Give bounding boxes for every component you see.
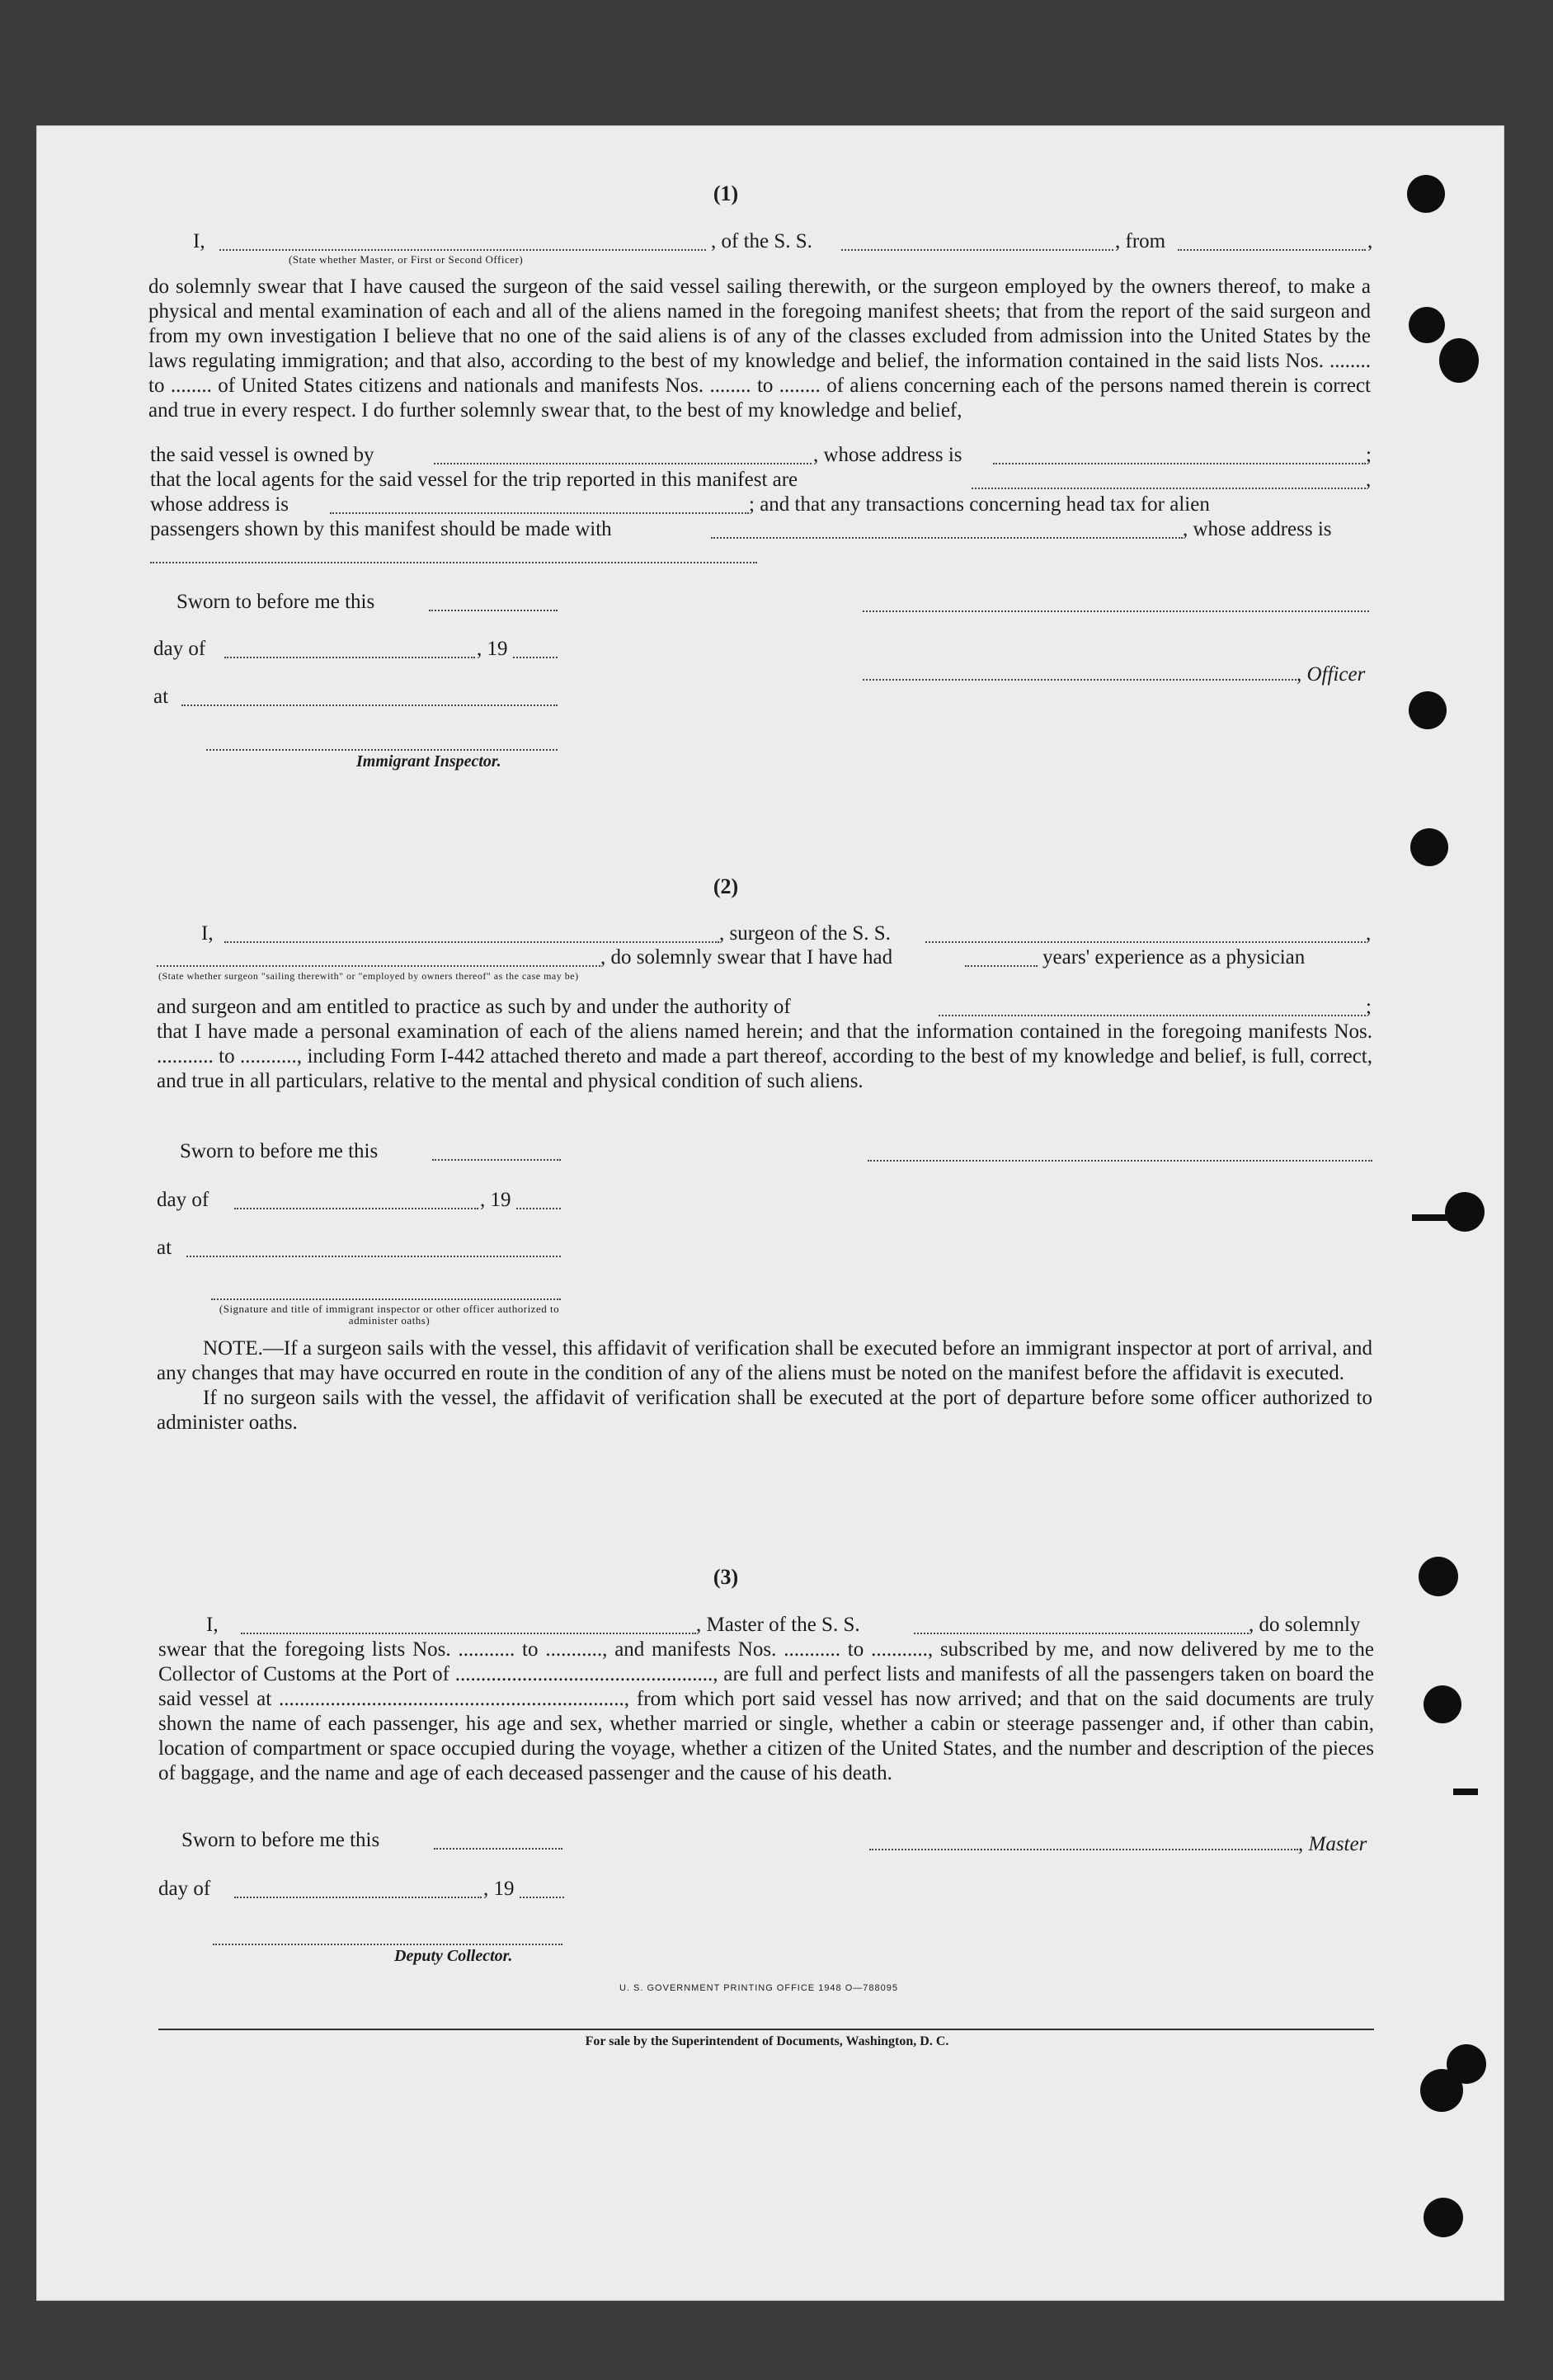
note-paragraph: NOTE.—If a surgeon sails with the vessel, this affidavit of verification shall be executed before an immigrant inspector at port of arrival, and any changes that may have occurred en route in the condition of any of the aliens must be noted on the manifest before the affidavit is executed. [157,1337,1372,1384]
punch-hole [1424,2198,1463,2237]
deputy-label: Deputy Collector. [394,1947,513,1965]
punch-hole [1445,1192,1485,1232]
year-field[interactable] [520,1882,564,1898]
officer-label: , Officer [1297,663,1366,686]
text-i: I, [193,230,205,252]
master-signature-line[interactable] [869,1849,1298,1850]
punch-hole [1447,2044,1486,2084]
surgeon-caption: (State whether surgeon "sailing therewith" or "employed by owners thereof" as the case may be) [158,970,579,982]
years-field[interactable] [965,950,1038,967]
text-semicolon: ; [1366,444,1372,466]
text-do-solemnly: , do solemnly [1249,1614,1361,1636]
head-tax-address-field[interactable] [150,547,757,563]
text-day-of: day of [153,638,206,660]
text-i: I, [206,1614,219,1636]
text-master-of: , Master of the S. S. [696,1614,860,1636]
text-from: , from [1115,230,1166,252]
punch-hole [1439,338,1479,383]
section-number: (1) [713,181,739,205]
text-sworn: Sworn to before me this [176,591,375,613]
year-field[interactable] [516,1193,561,1209]
officer-line[interactable] [863,679,1297,681]
deputy-signature-line[interactable] [213,1944,562,1945]
text-at: at [157,1237,172,1259]
punch-hole [1410,828,1448,866]
master-ship-field[interactable] [914,1618,1249,1634]
ship-name-field[interactable] [841,234,1113,251]
text-years: years' experience as a physician [1042,946,1306,968]
section-number: (3) [713,1565,739,1589]
text-head-tax: ; and that any transactions concerning head tax for alien [749,493,1210,516]
footer-sale-text: For sale by the Superintendent of Documents, Washington, D. C. [585,2034,949,2048]
text-owned-by: the said vessel is owned by [150,444,374,466]
owner-address-field[interactable] [993,448,1366,464]
text-i: I, [201,922,214,945]
year-field[interactable] [513,642,558,658]
surgeon-signature-line[interactable] [868,1160,1372,1162]
section-1 [114,181,1338,206]
at-place-field[interactable] [181,690,558,706]
month-field[interactable] [224,642,475,658]
text-passengers: passengers shown by this manifest should be made with [150,518,612,540]
owner-field[interactable] [434,448,812,464]
master-name-field[interactable] [241,1618,696,1634]
agents-field[interactable] [972,473,1366,489]
rank-caption: (State whether Master, or First or Second Officer) [289,253,524,266]
sworn-day-field[interactable] [432,1144,561,1161]
punch-hole [1419,1557,1458,1596]
text-nineteen: , 19 [477,638,508,660]
master-label: , Master [1298,1833,1367,1855]
officer-signature-line[interactable] [863,610,1369,612]
text-whose-address-is-2: , whose address is [1183,518,1332,540]
printing-office-line: U. S. GOVERNMENT PRINTING OFFICE 1948 O—788095 [619,1983,898,1993]
surgeon-ship-field[interactable] [925,926,1366,943]
text-local-agents: that the local agents for the said vessel for the trip reported in this manifest are [150,469,798,491]
master-paragraph: swear that the foregoing lists Nos. ........... to ..........., and manifests Nos. ........... to ..........., subscribed by me, and now delivered by me to the Collector of Customs at the Port of .................................................., are full and perfect lists and manifests of all the passengers taken on board the said vessel at ..................................................................., from which port said vessel has now arrived; and that on the said documents are truly shown the name of each passenger, his age and sex, whether married or single, whether a cabin or steerage passenger and, if other than cabin, location of compartment or space occupied during the voyage, whether a citizen of the United States, and the number and description of the pieces of baggage, and the name and age of each deceased passenger and the cause of his death. [158,1638,1374,1784]
officer-signature-line[interactable] [211,1298,561,1300]
tape-mark [1412,1214,1448,1221]
month-field[interactable] [234,1193,478,1209]
text-whose-address-is: whose address is [150,493,289,516]
authority-field[interactable] [939,1000,1366,1016]
oath-paragraph: do solemnly swear that I have caused the surgeon of the said vessel sailing therewith, or the surgeon employed by the owners thereof, to make a physical and mental examination of each and all of the aliens named in the foregoing manifest sheets; that from the report of the said surgeon and from my own investigation I believe that no one of the said aliens is of any of the classes excluded from admission into the United States by the laws regulating immigration; and that also, according to the best of my knowledge and belief, the information contained in the said lists Nos. ........ to ........ of United States citizens and nationals and manifests Nos. ........ to ........ of aliens concerning each of the persons named therein is correct and true in every respect. I do further solemnly swear that, to the best of my knowledge and belief, [148,276,1371,422]
inspector-signature-line[interactable] [206,749,558,751]
tape-mark [1453,1789,1478,1795]
text-comma: , [1367,230,1373,252]
text-comma: , [1366,469,1372,491]
punch-hole [1407,175,1445,213]
text-nineteen: , 19 [480,1189,511,1211]
month-field[interactable] [234,1882,482,1898]
text-at: at [153,686,169,708]
signature-caption: (Signature and title of immigrant inspector or other officer authorized to administer oaths) [219,1303,560,1327]
text-day-of: day of [158,1878,211,1900]
punch-hole [1409,691,1447,729]
text-semicolon: ; [1366,996,1372,1018]
text-whose-address: , whose address is [813,444,962,466]
text-sworn: Sworn to before me this [181,1829,380,1851]
at-place-field[interactable] [186,1241,561,1257]
surgeon-type-field[interactable] [157,950,600,967]
examination-paragraph: that I have made a personal examination of each of the aliens named herein; and that the information contained in the foregoing manifests Nos. ........... to ..........., including Form I-442 attached thereto and made a part thereof, according to the best of my knowledge and belief, is full, correct, and true in all particulars, relative to the mental and physical condition of such aliens. [157,1020,1372,1092]
punch-hole [1409,307,1445,343]
text-surgeon-of: , surgeon of the S. S. [719,922,891,945]
from-port-field[interactable] [1178,234,1366,251]
text-nineteen: , 19 [483,1878,515,1900]
text-day-of: day of [157,1189,209,1211]
note-paragraph-2: If no surgeon sails with the vessel, the affidavit of verification shall be executed at the port of departure before some officer authorized to administer oaths. [157,1387,1372,1434]
inspector-label: Immigrant Inspector. [356,752,501,771]
punch-hole [1424,1685,1461,1723]
text-of-ss: , of the S. S. [711,230,812,252]
agents-address-field[interactable] [330,497,749,514]
rank-field[interactable] [219,234,706,251]
sworn-day-field[interactable] [429,595,558,611]
text-comma: , [1366,922,1372,945]
text-authority: and surgeon and am entitled to practice as such by and under the authority of [157,996,791,1018]
sworn-day-field[interactable] [434,1833,562,1850]
surgeon-name-field[interactable] [224,926,719,943]
head-tax-party-field[interactable] [711,522,1183,539]
footer-rule [158,2029,1374,2030]
text-sworn: Sworn to before me this [180,1140,379,1162]
section-number: (2) [713,874,739,898]
text-do-solemnly: , do solemnly swear that I have had [600,946,893,968]
